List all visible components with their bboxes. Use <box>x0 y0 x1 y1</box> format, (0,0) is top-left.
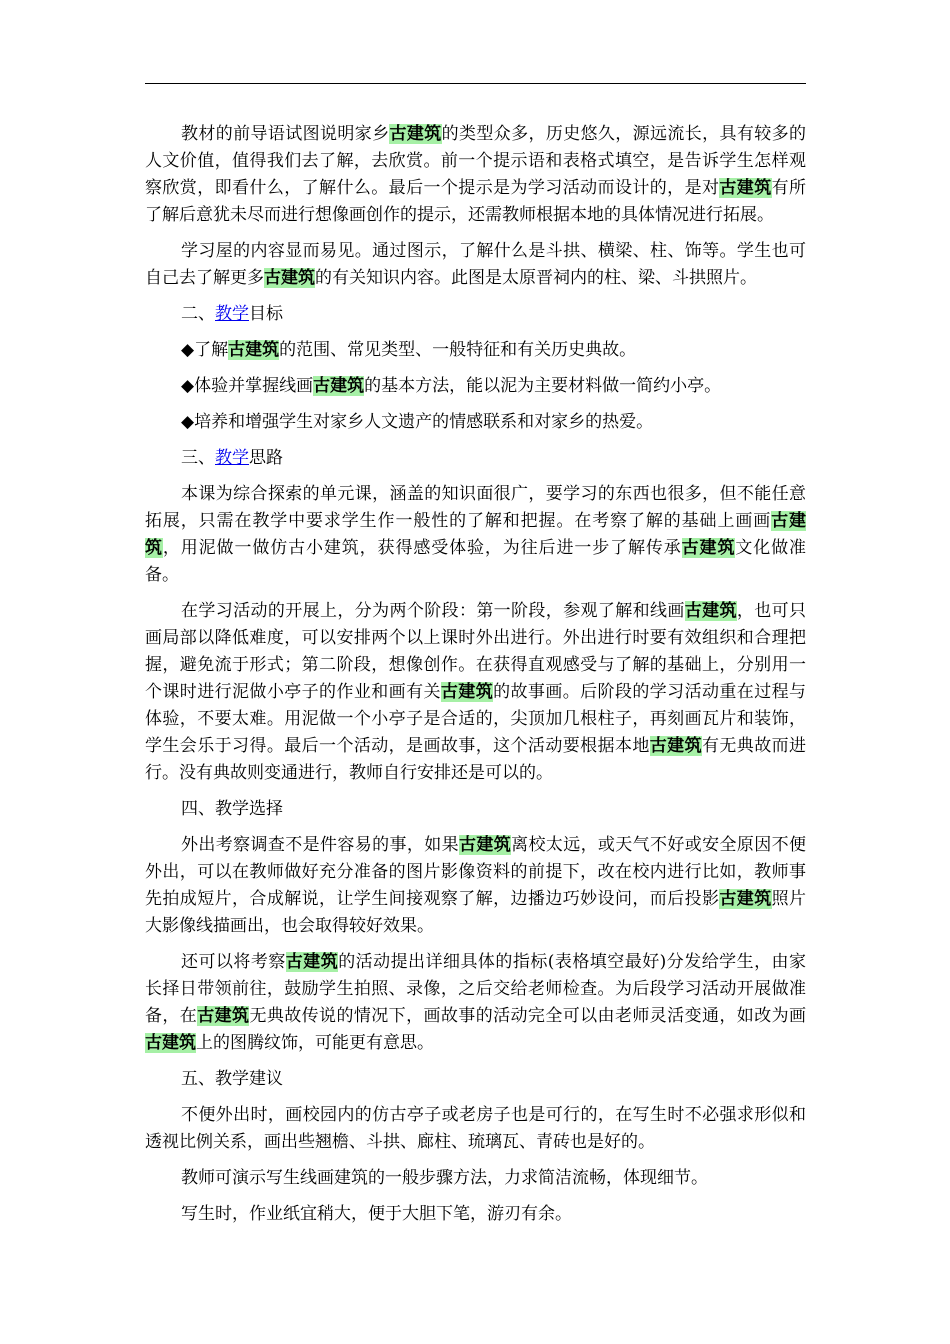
text-run: 的故事画。后阶段的学习活动重在过程与体验，不要太难。用泥做一个小亭子是合适的，尖顶加几根柱子，再刻画瓦片和装饰，学生会乐于习得。最后一个活动，是画故事，这个活动要根据本地 <box>145 682 807 756</box>
paragraph <box>145 1165 806 1192</box>
paragraph <box>145 1066 806 1093</box>
keyword-highlight: 古建筑 <box>440 682 494 702</box>
text-run: ◆了解 <box>181 340 229 360</box>
text-run: 的基本方法，能以泥为主要材料做一简约小亭。 <box>364 376 722 396</box>
teaching-link[interactable]: 教学 <box>215 448 249 468</box>
keyword-highlight: 古建筑 <box>389 124 442 144</box>
text-run: 五、教学建议 <box>181 1069 283 1089</box>
text-run: 的范围、常见类型、一般特征和有关历史典故。 <box>279 340 637 360</box>
text-run: 有无典故而进行。没有典故则变通进行，教师自行安排还是可以的。 <box>145 736 807 783</box>
text-run: ◆体验并掌握线画 <box>181 376 314 396</box>
keyword-highlight: 古建筑 <box>313 376 365 396</box>
header-rule <box>145 83 806 84</box>
text-run: 学习屋的内容显而易见。通过图示，了解什么是斗拱、横梁、柱、饰等。学生也可自己去了解更多 <box>145 241 806 288</box>
paragraph <box>145 409 806 436</box>
document-body <box>145 121 806 1237</box>
paragraph <box>145 949 806 1057</box>
paragraph <box>145 832 806 940</box>
keyword-highlight: 古建筑 <box>649 736 702 756</box>
keyword-highlight: 古建筑 <box>684 601 737 621</box>
paragraph <box>145 337 806 364</box>
text-run: ，也可只画局部以降低难度，可以安排两个以上课时外出进行。外出进行时要有效组织和合理把握，避免流于形式；第二阶段，想像创作。在获得直观感受与了解的基础上，分别用一个课时进行泥做小亭子的作业和画有关 <box>145 601 807 702</box>
paragraph <box>145 481 806 589</box>
paragraph <box>145 121 806 229</box>
text-run: 无典故传说的情况下，画故事的活动完全可以由老师灵活变通，如改为画 <box>249 1006 807 1026</box>
text-run: 上的图腾纹饰，可能更有意思。 <box>196 1033 434 1053</box>
paragraph <box>145 598 806 787</box>
keyword-highlight: 古建筑 <box>285 952 339 972</box>
text-run: 外出考察调查不是件容易的事，如果 <box>181 835 459 855</box>
text-run: 本课为综合探索的单元课，涵盖的知识面很广，要学习的东西也很多，但不能任意拓展，只需在教学中要求学生作一般性的了解和把握。在考察了解的基础上画画 <box>145 484 806 531</box>
text-run: 不便外出时，画校园内的仿古亭子或老房子也是可行的，在写生时不必强求形似和透视比例关系，画出些翘檐、斗拱、廊柱、琉璃瓦、青砖也是好的。 <box>145 1105 806 1152</box>
text-run: 二、 <box>181 304 215 324</box>
text-run: 照片大影像线描画出，也会取得较好效果。 <box>145 889 807 936</box>
text-run: 教师可演示写生线画建筑的一般步骤方法，力求简洁流畅，体现细节。 <box>181 1168 708 1188</box>
text-run: 还可以将考察 <box>181 952 286 972</box>
text-run: 的有关知识内容。此图是太原晋祠内的柱、梁、斗拱照片。 <box>315 268 757 288</box>
keyword-highlight: 古建筑 <box>228 340 280 360</box>
paragraph <box>145 445 806 472</box>
teaching-link[interactable]: 教学 <box>215 304 249 324</box>
keyword-highlight: 古建筑 <box>681 538 736 558</box>
text-run: ◆培养和增强学生对家乡人文遗产的情感联系和对家乡的热爱。 <box>181 412 654 432</box>
keyword-highlight: 古建筑 <box>264 268 315 288</box>
text-run: 思路 <box>249 448 283 468</box>
text-run: 目标 <box>249 304 283 324</box>
text-run: 写生时，作业纸宜稍大，便于大胆下笔，游刃有余。 <box>181 1204 572 1224</box>
keyword-highlight: 古建筑 <box>719 178 772 198</box>
text-run: 四、教学选择 <box>181 799 283 819</box>
keyword-highlight: 古建筑 <box>145 511 806 558</box>
text-run: 教材的前导语试图说明家乡 <box>181 124 390 144</box>
text-run: 有所了解后意犹未尽而进行想像画创作的提示，还需教师根据本地的具体情况进行拓展。 <box>145 178 807 225</box>
text-run: 离校太远，或天气不好或安全原因不便外出，可以在教师做好充分准备的图片影像资料的前提下，改在校内进行比如，教师事先拍成短片，合成解说，让学生间接观察了解，边播边巧妙设问，而后投影 <box>145 835 807 909</box>
paragraph <box>145 373 806 400</box>
text-run: 文化做准备。 <box>145 538 807 585</box>
text-run: 的活动提出详细具体的指标(表格填空最好)分发给学生，由家长择日带领前往，鼓励学生拍照、录像，之后交给老师检查。为后段学习活动开展做准备，在 <box>145 952 807 1026</box>
text-run: 三、 <box>181 448 215 468</box>
keyword-highlight: 古建筑 <box>719 889 772 909</box>
paragraph <box>145 301 806 328</box>
paragraph <box>145 796 806 823</box>
text-run: 的类型众多，历史悠久，源远流长，具有较多的人文价值，值得我们去了解，去欣赏。前一个提示语和表格式填空，是告诉学生怎样观察欣赏，即看什么，了解什么。最后一个提示是为学习活动而设计的，是对 <box>145 124 807 198</box>
keyword-highlight: 古建筑 <box>197 1006 250 1026</box>
paragraph <box>145 1102 806 1156</box>
keyword-highlight: 古建筑 <box>145 1033 196 1053</box>
text-run: 在学习活动的开展上，分为两个阶段：第一阶段，参观了解和线画 <box>181 601 685 621</box>
paragraph <box>145 238 806 292</box>
paragraph <box>145 1201 806 1228</box>
text-run: ，用泥做一做仿古小建筑，获得感受体验，为往后进一步了解传承 <box>162 538 682 558</box>
keyword-highlight: 古建筑 <box>458 835 512 855</box>
